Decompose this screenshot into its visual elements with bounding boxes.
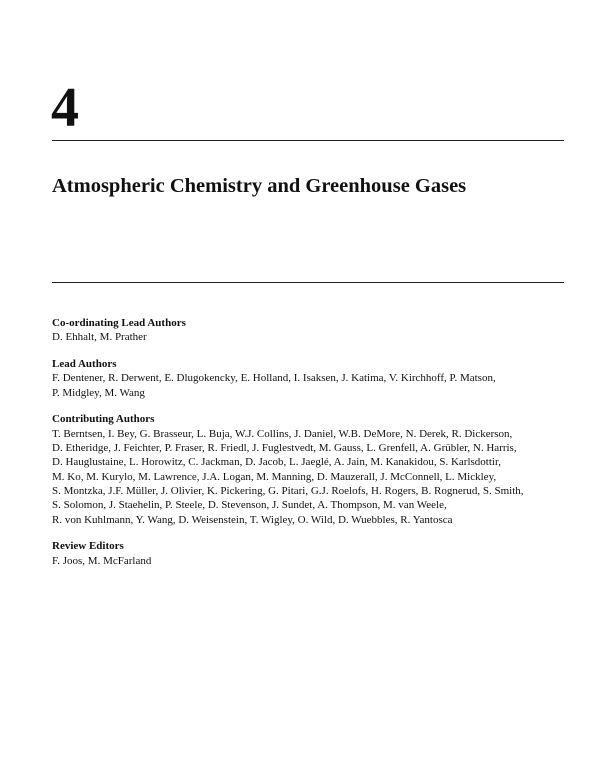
author-line: R. von Kuhlmann, Y. Wang, D. Weisenstein, T. Wigley, O. Wild, D. Wuebbles, R. Yantosca <box>52 513 453 526</box>
author-line: D. Ehhalt, M. Prather <box>52 331 147 344</box>
section-heading: Contributing Authors <box>52 413 155 426</box>
bottom-rule <box>52 282 564 283</box>
top-rule <box>52 140 564 141</box>
author-list <box>52 316 567 580</box>
author-line: S. Montzka, J.F. Müller, J. Olivier, K. Pickering, G. Pitari, G.J. Roelofs, H. Rogers, B. Rognerud, S. Smith, <box>52 484 524 497</box>
author-line: F. Joos, M. McFarland <box>52 554 152 567</box>
section-heading: Review Editors <box>52 540 124 553</box>
author-line: M. Ko, M. Kurylo, M. Lawrence, J.A. Logan, M. Manning, D. Mauzerall, J. McConnell, L. Mickley, <box>52 470 497 483</box>
chapter-number: 4 <box>51 77 79 139</box>
section-heading: Lead Authors <box>52 358 117 371</box>
section-review-editors <box>52 539 567 568</box>
section-contributing-authors <box>52 412 567 526</box>
author-line: P. Midgley, M. Wang <box>52 386 145 399</box>
author-line: S. Solomon, J. Staehelin, P. Steele, D. Stevenson, J. Sundet, A. Thompson, M. van Weele, <box>52 499 447 512</box>
section-coordinating-lead-authors <box>52 316 567 345</box>
section-lead-authors <box>52 357 567 400</box>
author-line: D. Hauglustaine, L. Horowitz, C. Jackman, D. Jacob, L. Jaeglé, A. Jain, M. Kanakidou, S. Karlsdottir, <box>52 456 501 469</box>
section-heading: Co-ordinating Lead Authors <box>52 317 186 329</box>
author-line: T. Berntsen, I. Bey, G. Brasseur, L. Buja, W.J. Collins, J. Daniel, W.B. DeMore, N. Derek, R. Dickerson, <box>52 427 513 440</box>
author-line: D. Etheridge, J. Feichter, P. Fraser, R. Friedl, J. Fuglestvedt, M. Gauss, L. Grenfell, A. Grübler, N. Harris, <box>52 442 517 455</box>
author-line: F. Dentener, R. Derwent, E. Dlugokencky, E. Holland, I. Isaksen, J. Katima, V. Kirchhoff, P. Matson, <box>52 372 496 385</box>
chapter-title: Atmospheric Chemistry and Greenhouse Gases <box>52 175 467 197</box>
